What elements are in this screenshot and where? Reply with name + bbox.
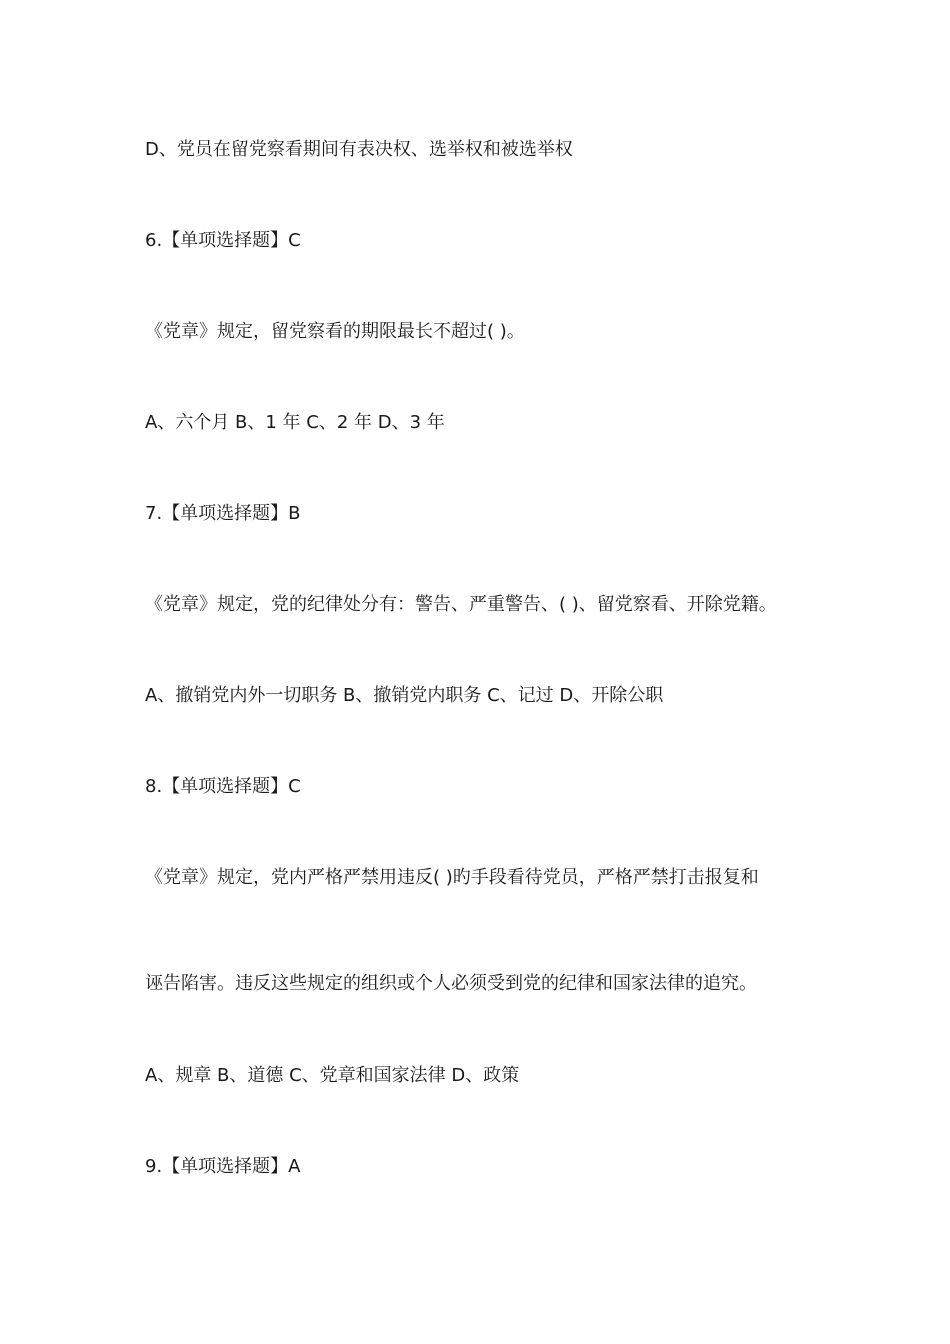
options-line: A、撤销党内外一切职务 B、撤销党内职务 C、记过 D、开除公职 bbox=[145, 685, 664, 706]
options-line: A、六个月 B、1 年 C、2 年 D、3 年 bbox=[145, 412, 445, 433]
question-text: 《党章》规定，留党察看的期限最长不超过( )。 bbox=[145, 321, 525, 342]
options-line: A、规章 B、道德 C、党章和国家法律 D、政策 bbox=[145, 1065, 520, 1086]
question-header: 7.【单项选择题】B bbox=[145, 503, 301, 524]
option-text: D、党员在留党察看期间有表决权、选举权和被选举权 bbox=[145, 139, 573, 160]
question-header: 8.【单项选择题】C bbox=[145, 776, 301, 797]
question-header: 9.【单项选择题】A bbox=[145, 1156, 301, 1177]
question-header: 6.【单项选择题】C bbox=[145, 230, 301, 251]
question-text: 《党章》规定，党的纪律处分有：警告、严重警告、( )、留党察看、开除党籍。 bbox=[145, 594, 777, 615]
question-text: 《党章》规定，党内严格严禁用违反( )旳手段看待党员，严格严禁打击报复和 bbox=[145, 867, 759, 888]
question-text-continued: 诬告陷害。违反这些规定的组织或个人必须受到党的纪律和国家法律的追究。 bbox=[145, 973, 757, 994]
